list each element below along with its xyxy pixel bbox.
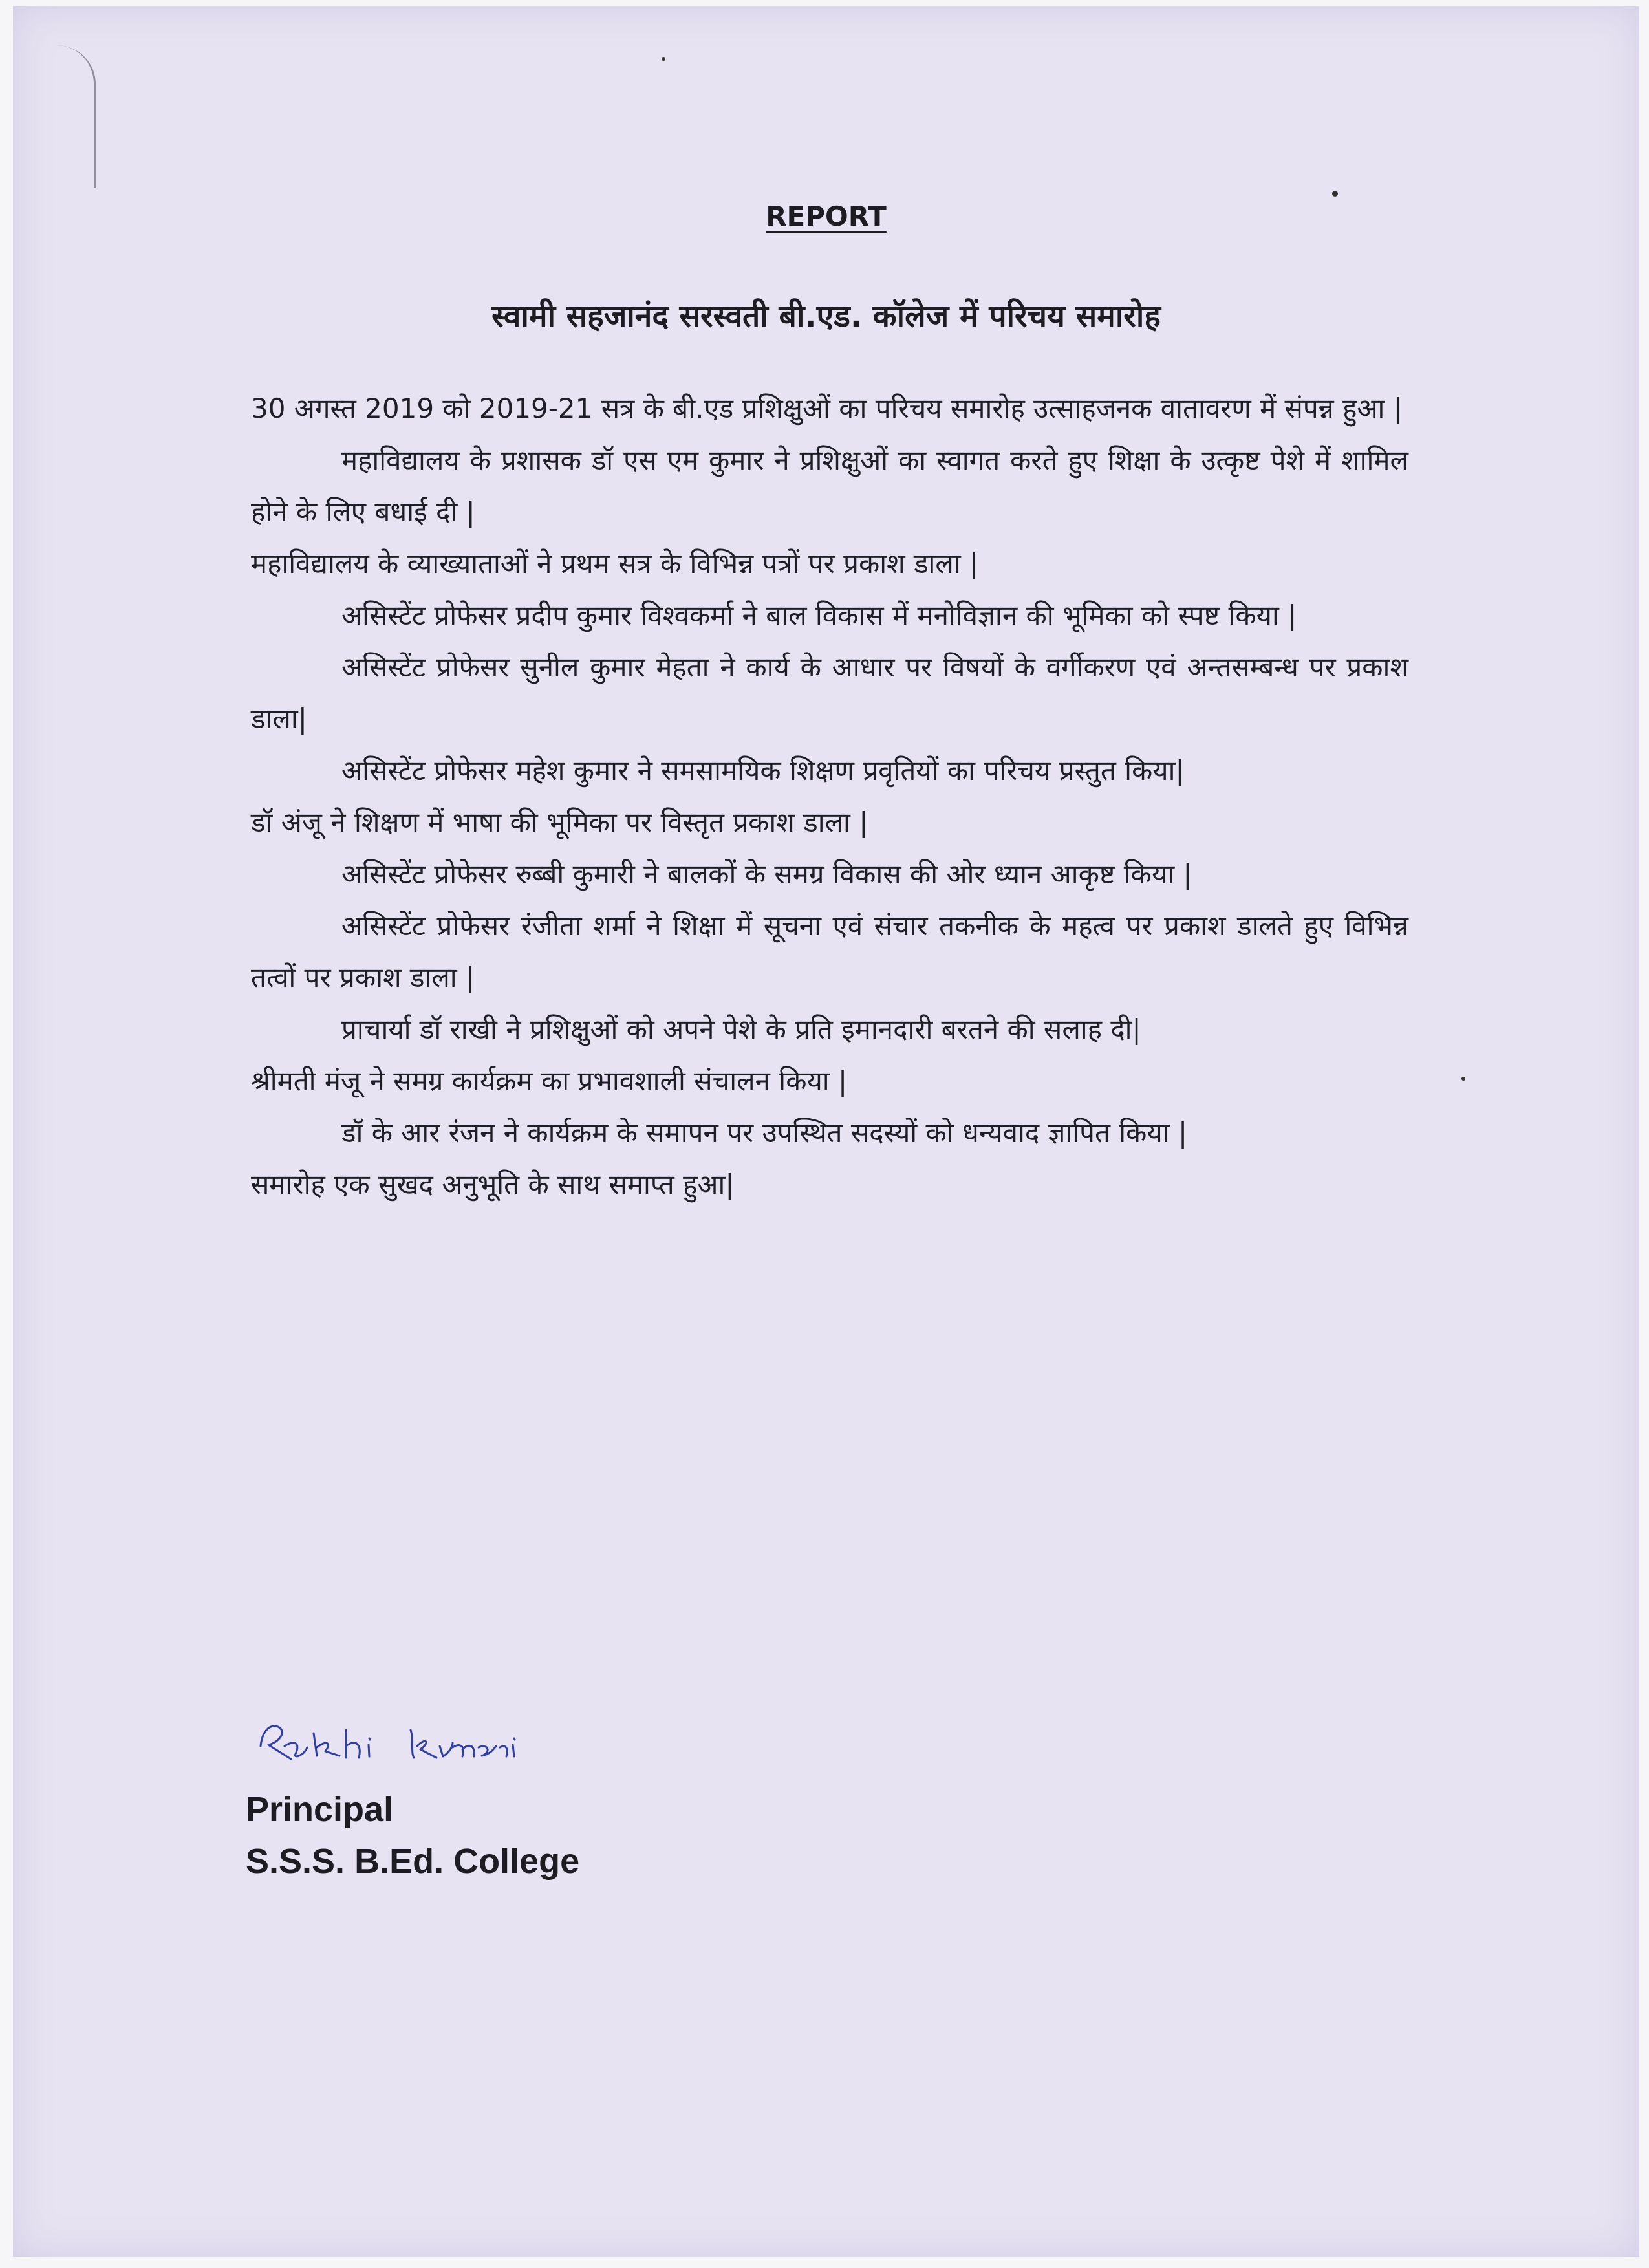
report-paragraph: असिस्टेंट प्रोफेसर सुनील कुमार मेहता ने कार्य के आधार पर विषयों के वर्गीकरण एवं अन्तसम्बन्ध पर प्रकाश डाला| [251, 651, 1408, 735]
speck [662, 57, 665, 61]
report-paragraph: प्राचार्या डॉ राखी ने प्रशिक्षुओं को अपने पेशे के प्रति इमानदारी बरतने की सलाह दी| [341, 1013, 1141, 1045]
speck [1461, 1077, 1465, 1081]
report-paragraph: असिस्टेंट प्रोफेसर रुब्बी कुमारी ने बालकों के समग्र विकास की ओर ध्यान आकृष्ट किया | [341, 858, 1192, 890]
report-paragraph: असिस्टेंट प्रोफेसर महेश कुमार ने समसामयिक शिक्षण प्रवृतियों का परिचय प्रस्तुत किया| [341, 755, 1185, 786]
report-paragraph: श्रीमती मंजू ने समग्र कार्यक्रम का प्रभावशाली संचालन किया | [251, 1065, 848, 1097]
report-paragraph: असिस्टेंट प्रोफेसर रंजीता शर्मा ने शिक्षा में सूचना एवं संचार तकनीक के महत्व पर प्रकाश डालते हुए विभिन्न तत्वों पर प्रकाश डाला | [251, 910, 1408, 993]
report-paragraph: महाविद्यालय के प्रशासक डॉ एस एम कुमार ने प्रशिक्षुओं का स्वागत करते हुए शिक्षा के उत्कृष्ट पेशे में शामिल होने के लिए बधाई दी | [251, 444, 1408, 528]
designation: Principal [246, 1790, 394, 1829]
report-title: REPORT [766, 200, 887, 232]
report-paragraph: डॉ के आर रंजन ने कार्यक्रम के समापन पर उपस्थित सदस्यों को धन्यवाद ज्ञापित किया | [341, 1117, 1188, 1149]
report-body [251, 383, 1408, 1211]
document-page [13, 6, 1639, 2257]
report-paragraph: 30 अगस्त 2019 को 2019-21 सत्र के बी.एड प्रशिक्षुओं का परिचय समारोह उत्साहजनक वातावरण में संपन्न हुआ | [251, 393, 1403, 424]
speck [1332, 191, 1338, 197]
paper-edge-mark [48, 45, 96, 188]
report-paragraph: महाविद्यालय के व्याख्याताओं ने प्रथम सत्र के विभिन्न पत्रों पर प्रकाश डाला | [251, 548, 979, 579]
institution-name: S.S.S. B.Ed. College [246, 1842, 580, 1881]
report-heading: स्वामी सहजानंद सरस्वती बी.एड. कॉलेज में परिचय समारोह [491, 298, 1161, 334]
report-paragraph: असिस्टेंट प्रोफेसर प्रदीप कुमार विश्वकर्मा ने बाल विकास में मनोविज्ञान की भूमिका को स्पष्ट किया | [341, 599, 1297, 631]
report-paragraph: डॉ अंजू ने शिक्षण में भाषा की भूमिका पर विस्तृत प्रकाश डाला | [251, 806, 868, 838]
report-paragraph: समारोह एक सुखद अनुभूति के साथ समाप्त हुआ| [251, 1169, 735, 1200]
signature-image [255, 1707, 534, 1766]
signatory-block [246, 1784, 579, 1887]
